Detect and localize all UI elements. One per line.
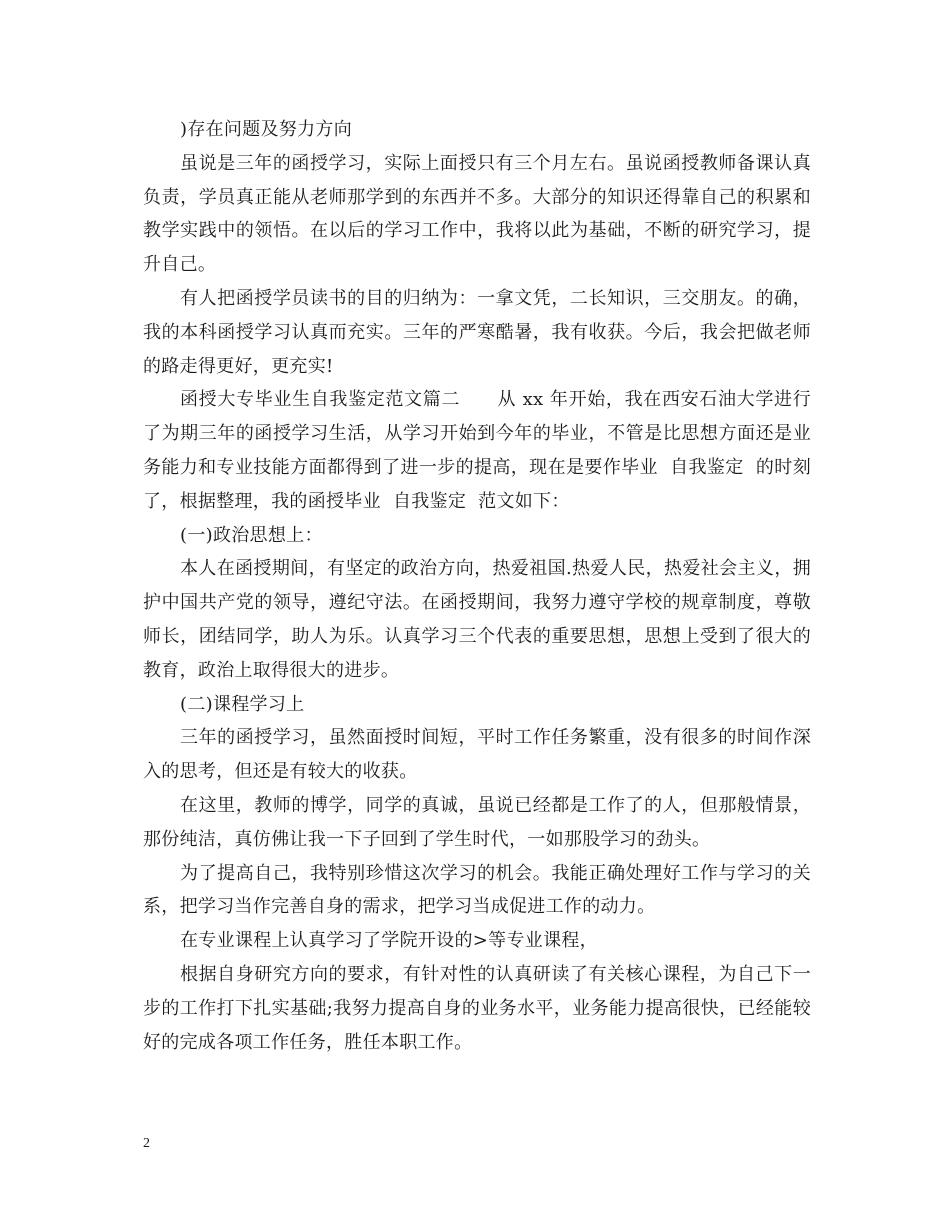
document-body [143, 113, 811, 1059]
paragraph-course-heading: (二)课程学习上 [180, 693, 305, 715]
paragraph-problems-heading: )存在问题及努力方向 [180, 119, 353, 140]
paragraph-teachers-classmates: 在这里，教师的博学，同学的真诚，虽说已经都是工作了的人，但那般情景，那份纯洁，真仿佛让我一下子回到了学生时代，一如那股学习的劲头。 [143, 794, 811, 850]
paragraph-political-body: 本人在函授期间，有坚定的政治方向，热爱祖国.热爱人民，热爱社会主义，拥护中国共产党的领导，遵纪守法。在函授期间，我努力遵守学校的规章制度，尊敬师长，团结同学，助人为乐。认真学习三个代表的重要思想，思想上受到了很大的教育，政治上取得很大的进步。 [143, 558, 811, 681]
paragraph-course-gains: 三年的函授学习，虽然面授时间短，平时工作任务繁重，没有很多的时间作深入的思考，但还是有较大的收获。 [143, 727, 811, 783]
paragraph-political-heading: (一)政治思想上： [180, 524, 323, 546]
paragraph-specialized-courses: 在专业课程上认真学习了学院开设的>等专业课程， [180, 930, 598, 952]
paragraph-research-direction: 根据自身研究方向的要求，有针对性的认真研读了有关核心课程，为自己下一步的工作打下扎实基础;我努力提高自身的业务水平，业务能力提高很快，已经能较好的完成各项工作任务，胜任本职工作。 [143, 963, 811, 1053]
paragraph-sample-two-intro: 函授大专毕业生自我鉴定范文篇二 从 xx 年开始，我在西安石油大学进行了为期三年的函授学习生活，从学习开始到今年的毕业，不管是比思想方面还是业务能力和专业技能方面都得到了进一步的提高，现在是要作毕业 自我鉴定 的时刻了，根据整理，我的函授毕业 自我鉴定 范文如下： [143, 389, 811, 512]
paragraph-face-teaching: 虽说是三年的函授学习，实际上面授只有三个月左右。虽说函授教师备课认真负责，学员真正能从老师那学到的东西并不多。大部分的知识还得靠自己的积累和教学实践中的领悟。在以后的学习工作中，我将以此为基础，不断的研究学习，提升自己。 [143, 152, 811, 276]
page-number: 2 [143, 1136, 150, 1151]
paragraph-study-purpose: 有人把函授学员读书的目的归纳为：一拿文凭，二长知识，三交朋友。的确，我的本科函授学习认真而充实。三年的严寒酷暑，我有收获。今后，我会把做老师的路走得更好，更充实! [143, 287, 811, 377]
paragraph-cherish-opportunity: 为了提高自己，我特别珍惜这次学习的机会。我能正确处理好工作与学习的关系，把学习当作完善自身的需求，把学习当成促进工作的动力。 [143, 862, 811, 918]
